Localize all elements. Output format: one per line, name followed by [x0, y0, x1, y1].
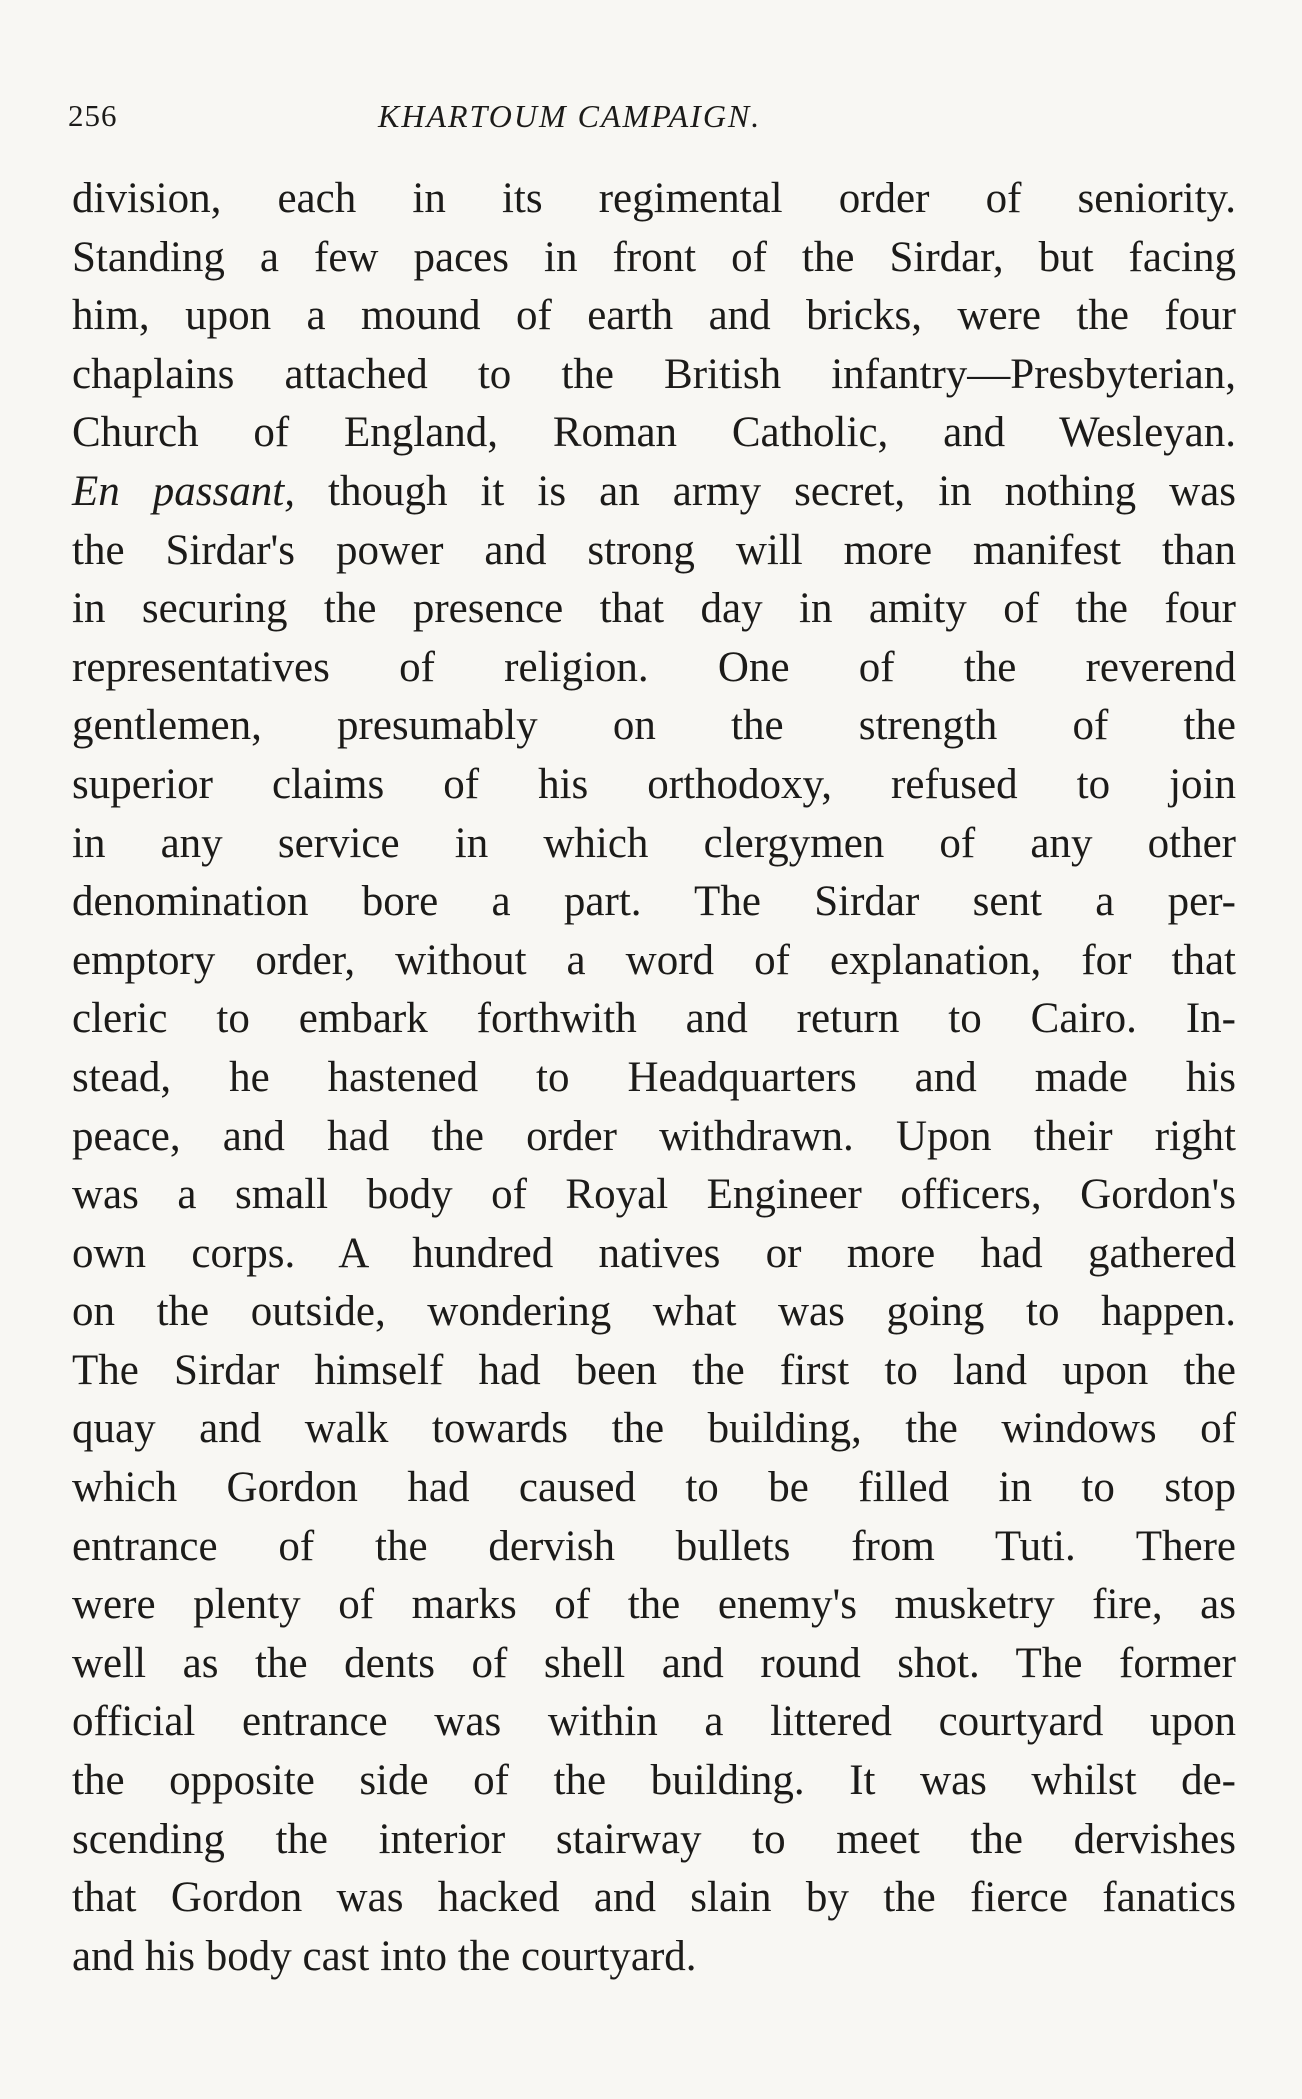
text-line: division, each in its regimental order of seniority. — [72, 175, 1236, 222]
text-line — [72, 463, 1236, 522]
text-line: gentlemen, presumably on the strength of the — [72, 702, 1236, 750]
text-line: superior claims of his orthodoxy, refused to join — [72, 760, 1236, 808]
body-text — [72, 170, 1236, 1986]
text-line: denomination bore a part. The Sirdar sent a per- — [72, 878, 1236, 926]
text-line: the Sirdar's power and strong will more manifest than — [72, 526, 1236, 574]
text-line: cleric to embark forthwith and return to Cairo. In- — [72, 995, 1236, 1043]
text-line: The Sirdar himself had been the first to land upon the — [72, 1346, 1236, 1394]
text-line: chaplains attached to the British infantry—Presbyterian, — [72, 350, 1236, 398]
text-line: were plenty of marks of the enemy's musketry fire, as — [72, 1581, 1236, 1629]
page-number: 256 — [68, 98, 118, 133]
text-line: own corps. A hundred natives or more had gathered — [72, 1229, 1236, 1277]
text-line: Standing a few paces in front of the Sirdar, but facing — [72, 233, 1236, 281]
text-line: stead, he hastened to Headquarters and made his — [72, 1053, 1236, 1101]
text-line: entrance of the dervish bullets from Tuti. There — [72, 1522, 1236, 1570]
text-line: quay and walk towards the building, the windows of — [72, 1405, 1236, 1453]
text-line: well as the dents of shell and round shot. The former — [72, 1639, 1236, 1687]
text-line: scending the interior stairway to meet the dervishes — [72, 1815, 1236, 1863]
text-line: was a small body of Royal Engineer officers, Gordon's — [72, 1171, 1236, 1219]
text-line: the opposite side of the building. It was whilst de- — [72, 1757, 1236, 1805]
page-header — [68, 98, 1248, 148]
text-line: him, upon a mound of earth and bricks, were the four — [72, 292, 1236, 340]
text-line: emptory order, without a word of explanation, for that — [72, 936, 1236, 984]
text-line: official entrance was within a littered courtyard upon — [72, 1698, 1236, 1746]
text-line: and his body cast into the courtyard. — [72, 1932, 697, 1980]
running-head: KHARTOUM CAMPAIGN. — [378, 98, 762, 134]
text-line: which Gordon had caused to be filled in to stop — [72, 1464, 1236, 1512]
text-line: representatives of religion. One of the reverend — [72, 643, 1236, 691]
text-line: Church of England, Roman Catholic, and Wesleyan. — [72, 409, 1236, 457]
text-line: that Gordon was hacked and slain by the fierce fanatics — [72, 1874, 1236, 1922]
text-line: in securing the presence that day in amity of the four — [72, 585, 1236, 633]
text-line-rest: though it is an army secret, in nothing was — [294, 467, 1236, 515]
italic-phrase: En passant, — [72, 467, 295, 515]
text-line: peace, and had the order withdrawn. Upon their right — [72, 1112, 1236, 1160]
text-line: on the outside, wondering what was going to happen. — [72, 1288, 1236, 1336]
text-line: in any service in which clergymen of any other — [72, 819, 1236, 867]
